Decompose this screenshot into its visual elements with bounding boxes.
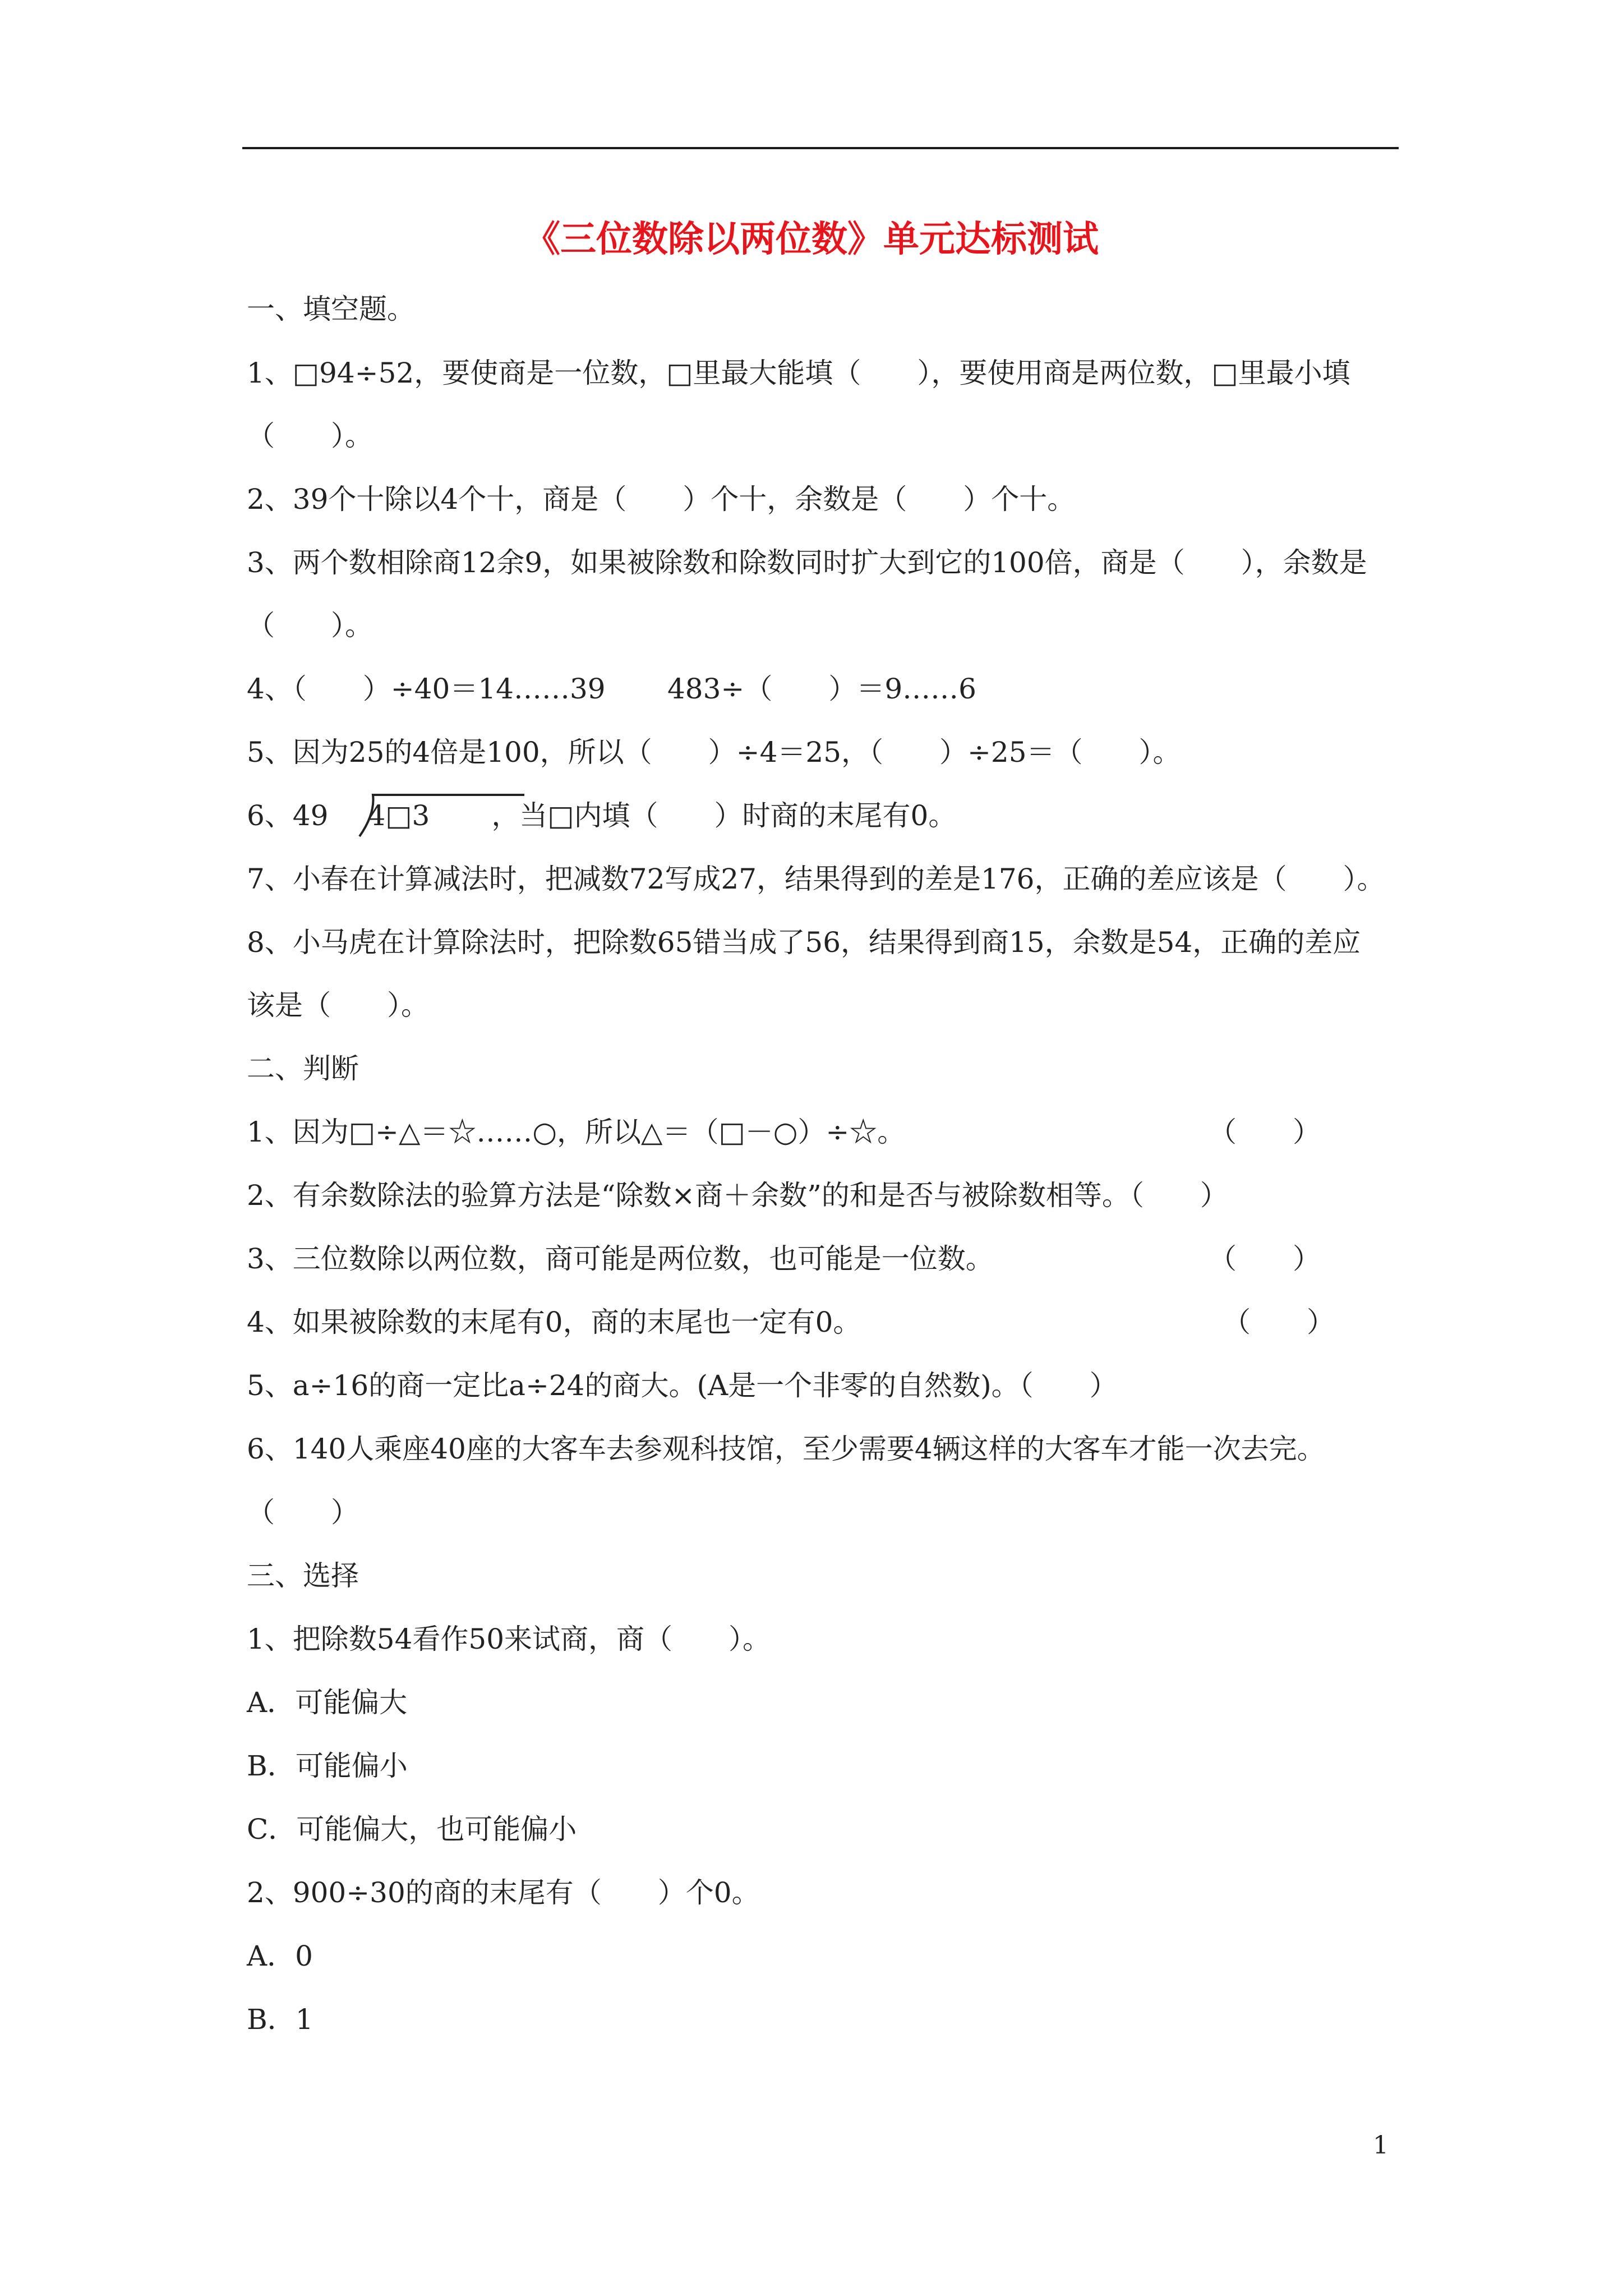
long-division-bracket (367, 796, 430, 835)
choice-1-option-b: B．可能偏小 (247, 1750, 408, 1782)
choice-1-option-c: C．可能偏大，也可能偏小 (247, 1813, 577, 1846)
fill-question-6-dividend: 4□3 (367, 799, 430, 832)
judge-answer-4: （ ） (1223, 1306, 1335, 1338)
fill-question-7: 7、小春在计算减法时，把减数72写成27，结果得到的差是176，正确的差应该是（ ）。 (247, 863, 1385, 895)
choice-2-option-b: B．1 (247, 2003, 313, 2036)
choice-question-1: 1、把除数54看作50来试商，商（ ）。 (247, 1623, 771, 1655)
long-division-symbol (356, 792, 524, 842)
header-rule (242, 147, 1399, 149)
choice-1-option-a: A．可能偏大 (247, 1686, 408, 1719)
judge-question-2: 2、有余数除法的验算方法是“除数×商＋余数”的和是否与被除数相等。（ ） (247, 1179, 1228, 1212)
judge-answer-3: （ ） (1209, 1243, 1321, 1275)
page-number: 1 (1373, 2131, 1389, 2160)
judge-answer-1: （ ） (1209, 1116, 1321, 1148)
fill-question-3-line-2: （ ）。 (247, 609, 373, 642)
judge-question-6: 6、140人乘座40座的大客车去参观科技馆，至少需要4辆这样的大客车才能一次去完。 (247, 1433, 1325, 1465)
fill-question-5: 5、因为25的4倍是100，所以（ ）÷4＝25，（ ）÷25＝（ ）。 (247, 736, 1181, 769)
fill-question-8-line-2: 该是（ ）。 (247, 989, 429, 1022)
fill-question-6-prefix: 6、49 (247, 799, 329, 832)
section-heading-fill: 一、填空题。 (247, 293, 415, 325)
choice-2-option-a: A．0 (247, 1940, 313, 1972)
section-heading-judge: 二、判断 (247, 1052, 359, 1085)
fill-question-4-left: 4、（ ）÷40＝14……39 (247, 673, 606, 705)
document-title: 《三位数除以两位数》单元达标测试 (524, 218, 1099, 260)
fill-question-1-line-2: （ ）。 (247, 420, 373, 452)
fill-question-6 (247, 796, 956, 835)
fill-question-6-suffix: ，当□内填（ ）时商的末尾有0。 (491, 799, 957, 832)
judge-answer-6: （ ） (247, 1496, 359, 1529)
choice-question-2: 2、900÷30的商的末尾有（ ）个0。 (247, 1876, 760, 1909)
judge-question-1: 1、因为□÷△＝☆……○，所以△＝（□－○）÷☆。 (247, 1116, 906, 1148)
section-heading-choice: 三、选择 (247, 1559, 359, 1592)
judge-question-4: 4、如果被除数的末尾有0，商的末尾也一定有0。 (247, 1306, 861, 1338)
fill-question-4-right: 483÷（ ）＝9……6 (667, 673, 976, 705)
judge-question-5: 5、a÷16的商一定比a÷24的商大。(A是一个非零的自然数)。（ ） (247, 1369, 1118, 1402)
fill-question-8-line-1: 8、小马虎在计算除法时，把除数65错当成了56，结果得到商15，余数是54，正确的差应 (247, 926, 1361, 959)
fill-question-2: 2、39个十除以4个十，商是（ ）个十，余数是（ ）个十。 (247, 483, 1076, 516)
fill-question-3-line-1: 3、两个数相除商12余9，如果被除数和除数同时扩大到它的100倍，商是（ ），余数是 (247, 546, 1367, 579)
fill-question-1-line-1: 1、□94÷52，要使商是一位数，□里最大能填（ ），要使用商是两位数，□里最小填 (247, 357, 1350, 389)
judge-question-3: 3、三位数除以两位数，商可能是两位数，也可能是一位数。 (247, 1243, 994, 1275)
